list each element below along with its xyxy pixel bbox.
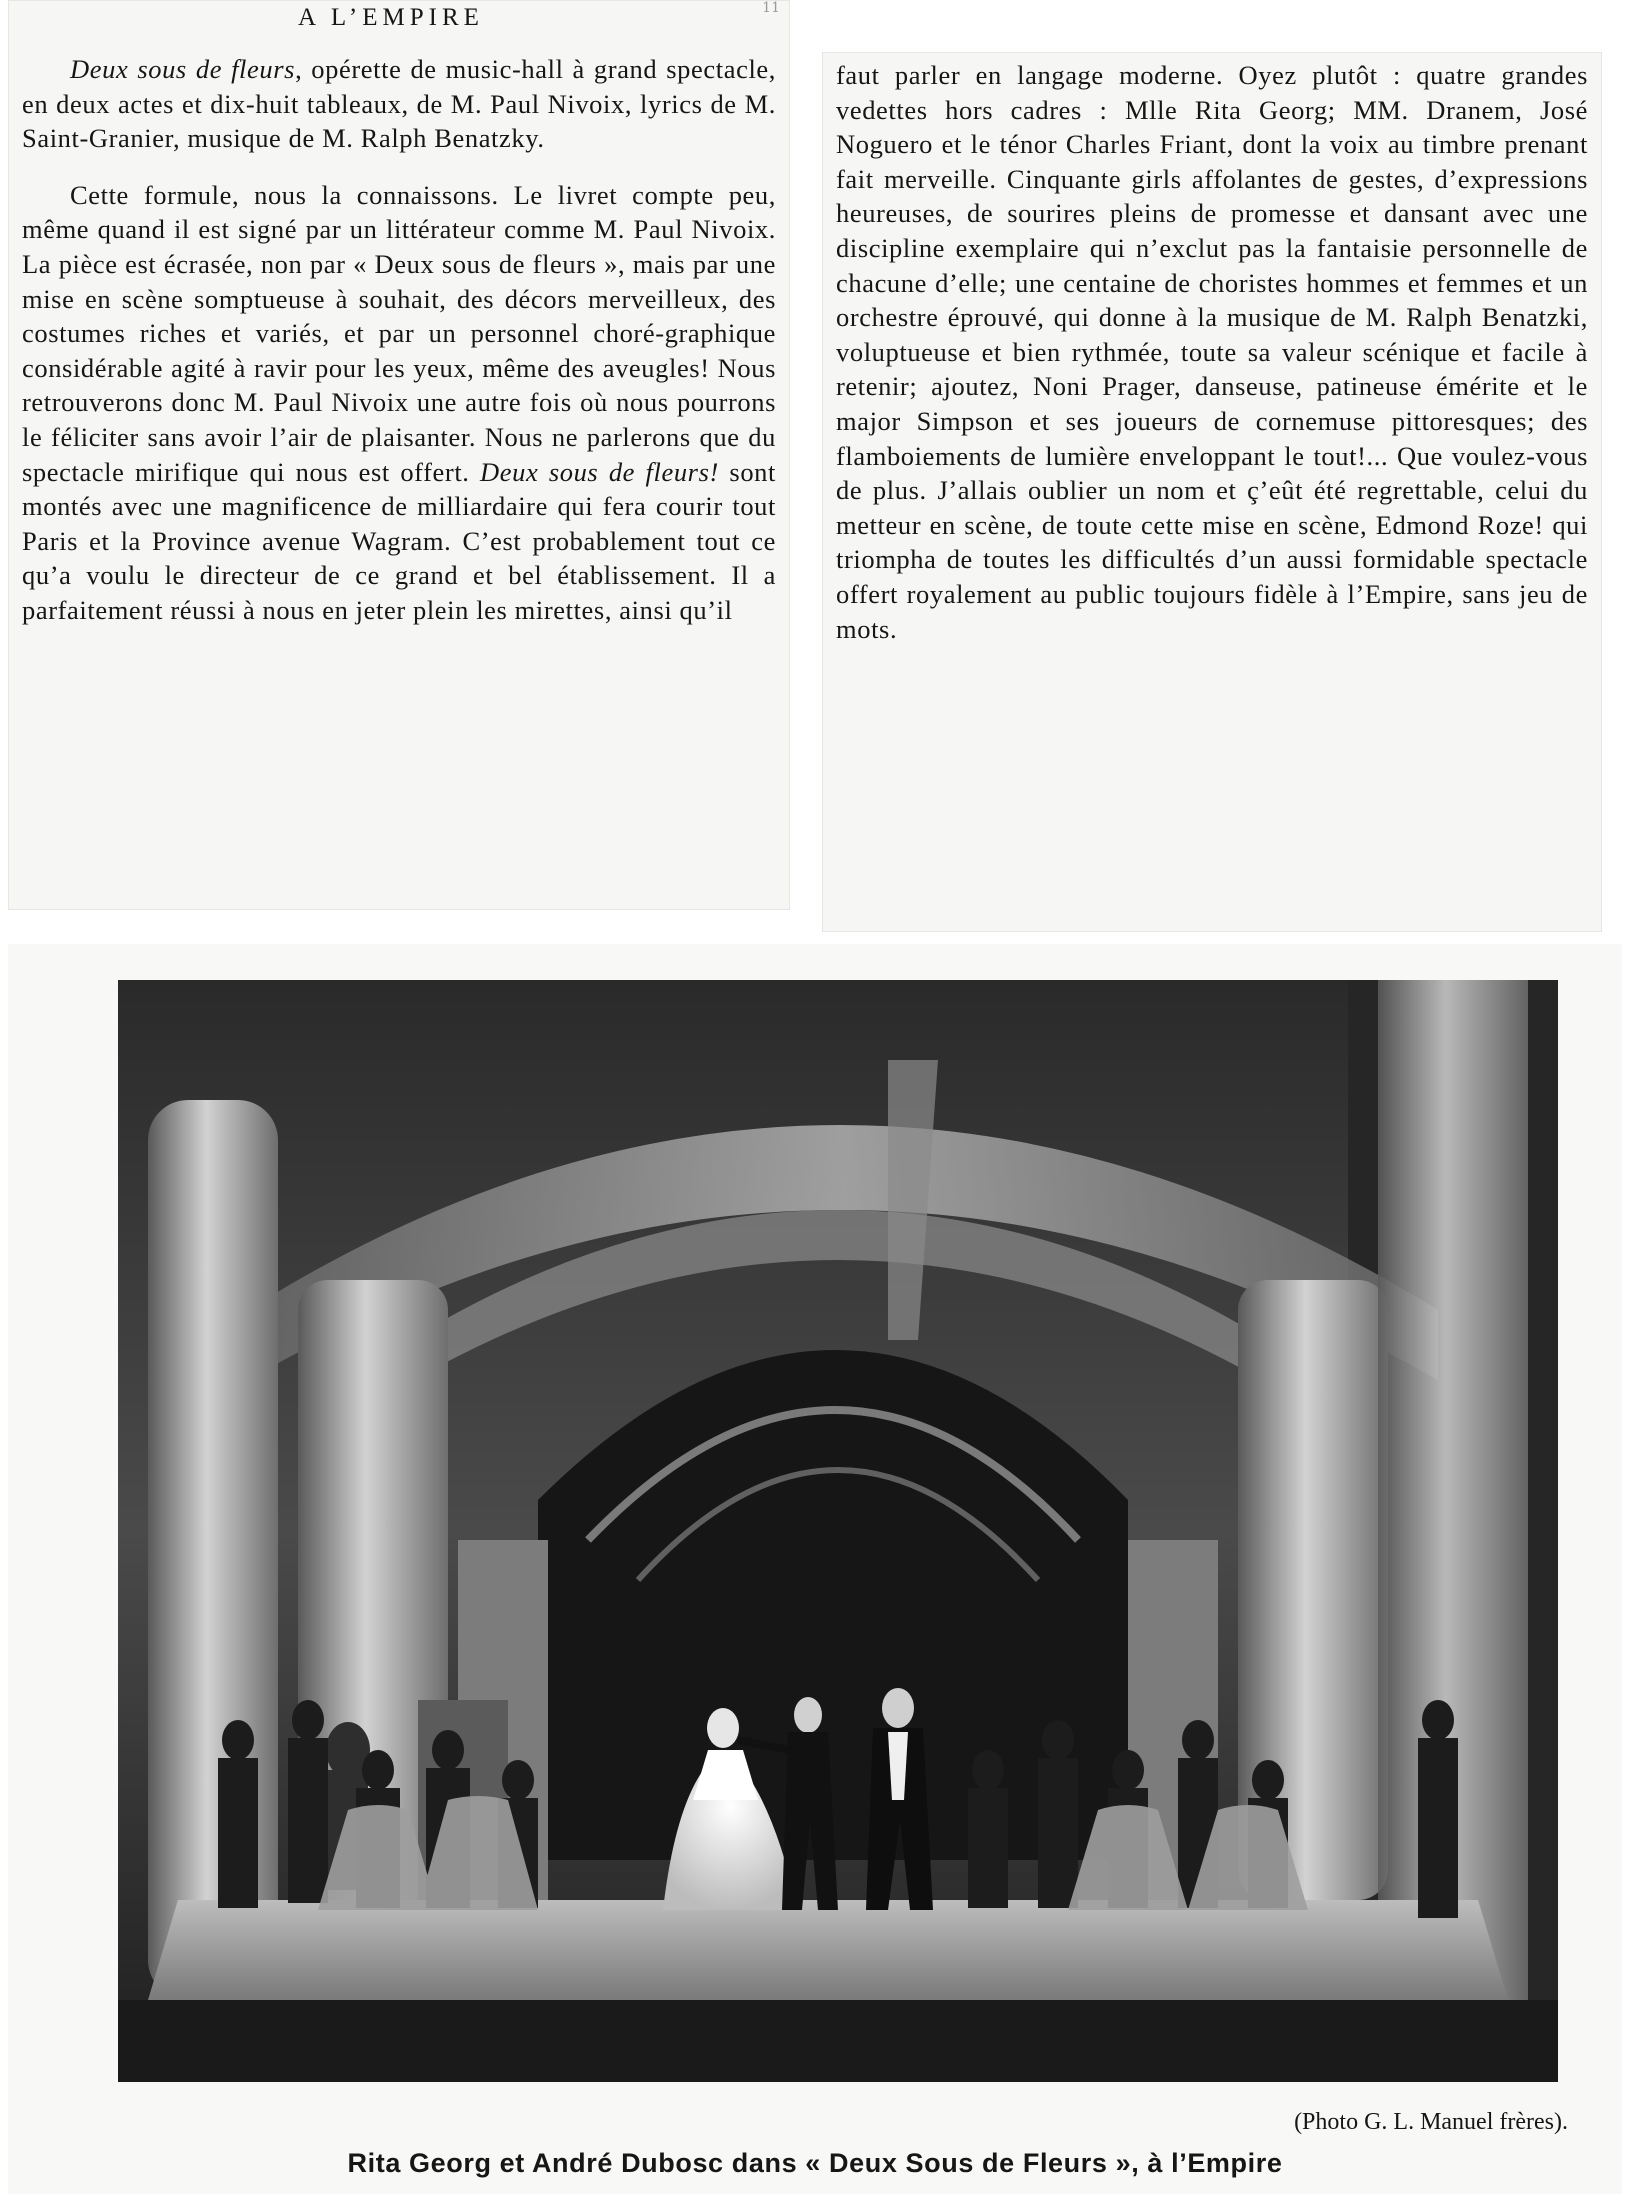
body-paragraph — [22, 178, 776, 628]
article-title: A L’EMPIRE — [298, 4, 484, 31]
intro-paragraph — [22, 52, 776, 156]
right-column-text — [836, 58, 1588, 646]
photo-credit: (Photo G. L. Manuel frères). — [1294, 2109, 1568, 2135]
intro-italic-title: Deux sous de fleurs — [70, 54, 296, 84]
left-column-text — [22, 52, 776, 628]
intro-text: , opérette de music-hall à grand spectacle, en deux actes et dix-huit tableaux, de M. Paul Nivoix, lyrics de M. Saint-Granier, musique de M. Ralph Benatzky. — [22, 54, 776, 154]
page-number: 11 — [762, 0, 780, 16]
right-column — [822, 52, 1602, 932]
photo-section — [8, 944, 1622, 2194]
photo-caption: Rita Georg et André Dubosc dans « Deux Sous de Fleurs », à l’Empire — [347, 2148, 1283, 2178]
stage-photograph — [118, 980, 1558, 2082]
continued-paragraph: faut parler en langage moderne. Oyez plutôt : quatre grandes vedettes hors cadres : Mlle Rita Georg; MM. Dranem, José Noguero et le ténor Charles Friant, dont la voix au timbre prenant fait merveille. Cinquante girls affolantes de gestes, d’expressions heureuses, de sourires pleins de promesse et dansant avec une discipline exemplaire qui n’exclut pas la fantaisie personnelle de chacune d’elle; une centaine de choristes hommes et femmes et un orchestre éprouvé, qui donne à la musique de M. Ralph Benatzki, voluptueuse et bien rythmée, toute sa valeur scénique et facile à retenir; ajoutez, Noni Prager, danseuse, patineuse émérite et le major Simpson et ses joueurs de cornemuse pittoresques; des flamboiements de lumière enveloppant le tout!... Que voulez-vous de plus. J’allais oublier un nom et ç’eût été regrettable, celui du metteur en scène, de toute cette mise en scène, Edmond Roze! qui triompha de toutes les difficultés d’un aussi formidable spectacle offert royalement au public toujours fidèle à l’Empire, sans jeu de mots. — [836, 60, 1588, 644]
body-text-part1: Cette formule, nous la connaissons. Le livret compte peu, même quand il est signé par un littérateur comme M. Paul Nivoix. La pièce est écrasée, non par « Deux sous de fleurs », mais par une mise en scène somptueuse à souhait, des décors merveilleux, des costumes riches et variés, et par un personnel choré-graphique considérable agité à ravir pour les yeux, même des aveugles! Nous retrouverons donc M. Paul Nivoix une autre fois où nous pourrons le féliciter sans avoir l’air de plaisanter. Nous ne parlerons que du spectacle mirifique qui nous est offert. — [22, 179, 776, 487]
left-column — [8, 0, 790, 910]
body-text-part2: sont montés avec une magnificence de milliardaire qui fera courir tout Paris et la Province avenue Wagram. C’est probablement tout ce qu’a voulu le directeur de ce grand et bel établissement. Il a parfaitement réussi à nous en jeter plein les mirettes, ainsi qu’il — [22, 456, 776, 625]
body-italic-title: Deux sous de fleurs! — [480, 456, 719, 487]
